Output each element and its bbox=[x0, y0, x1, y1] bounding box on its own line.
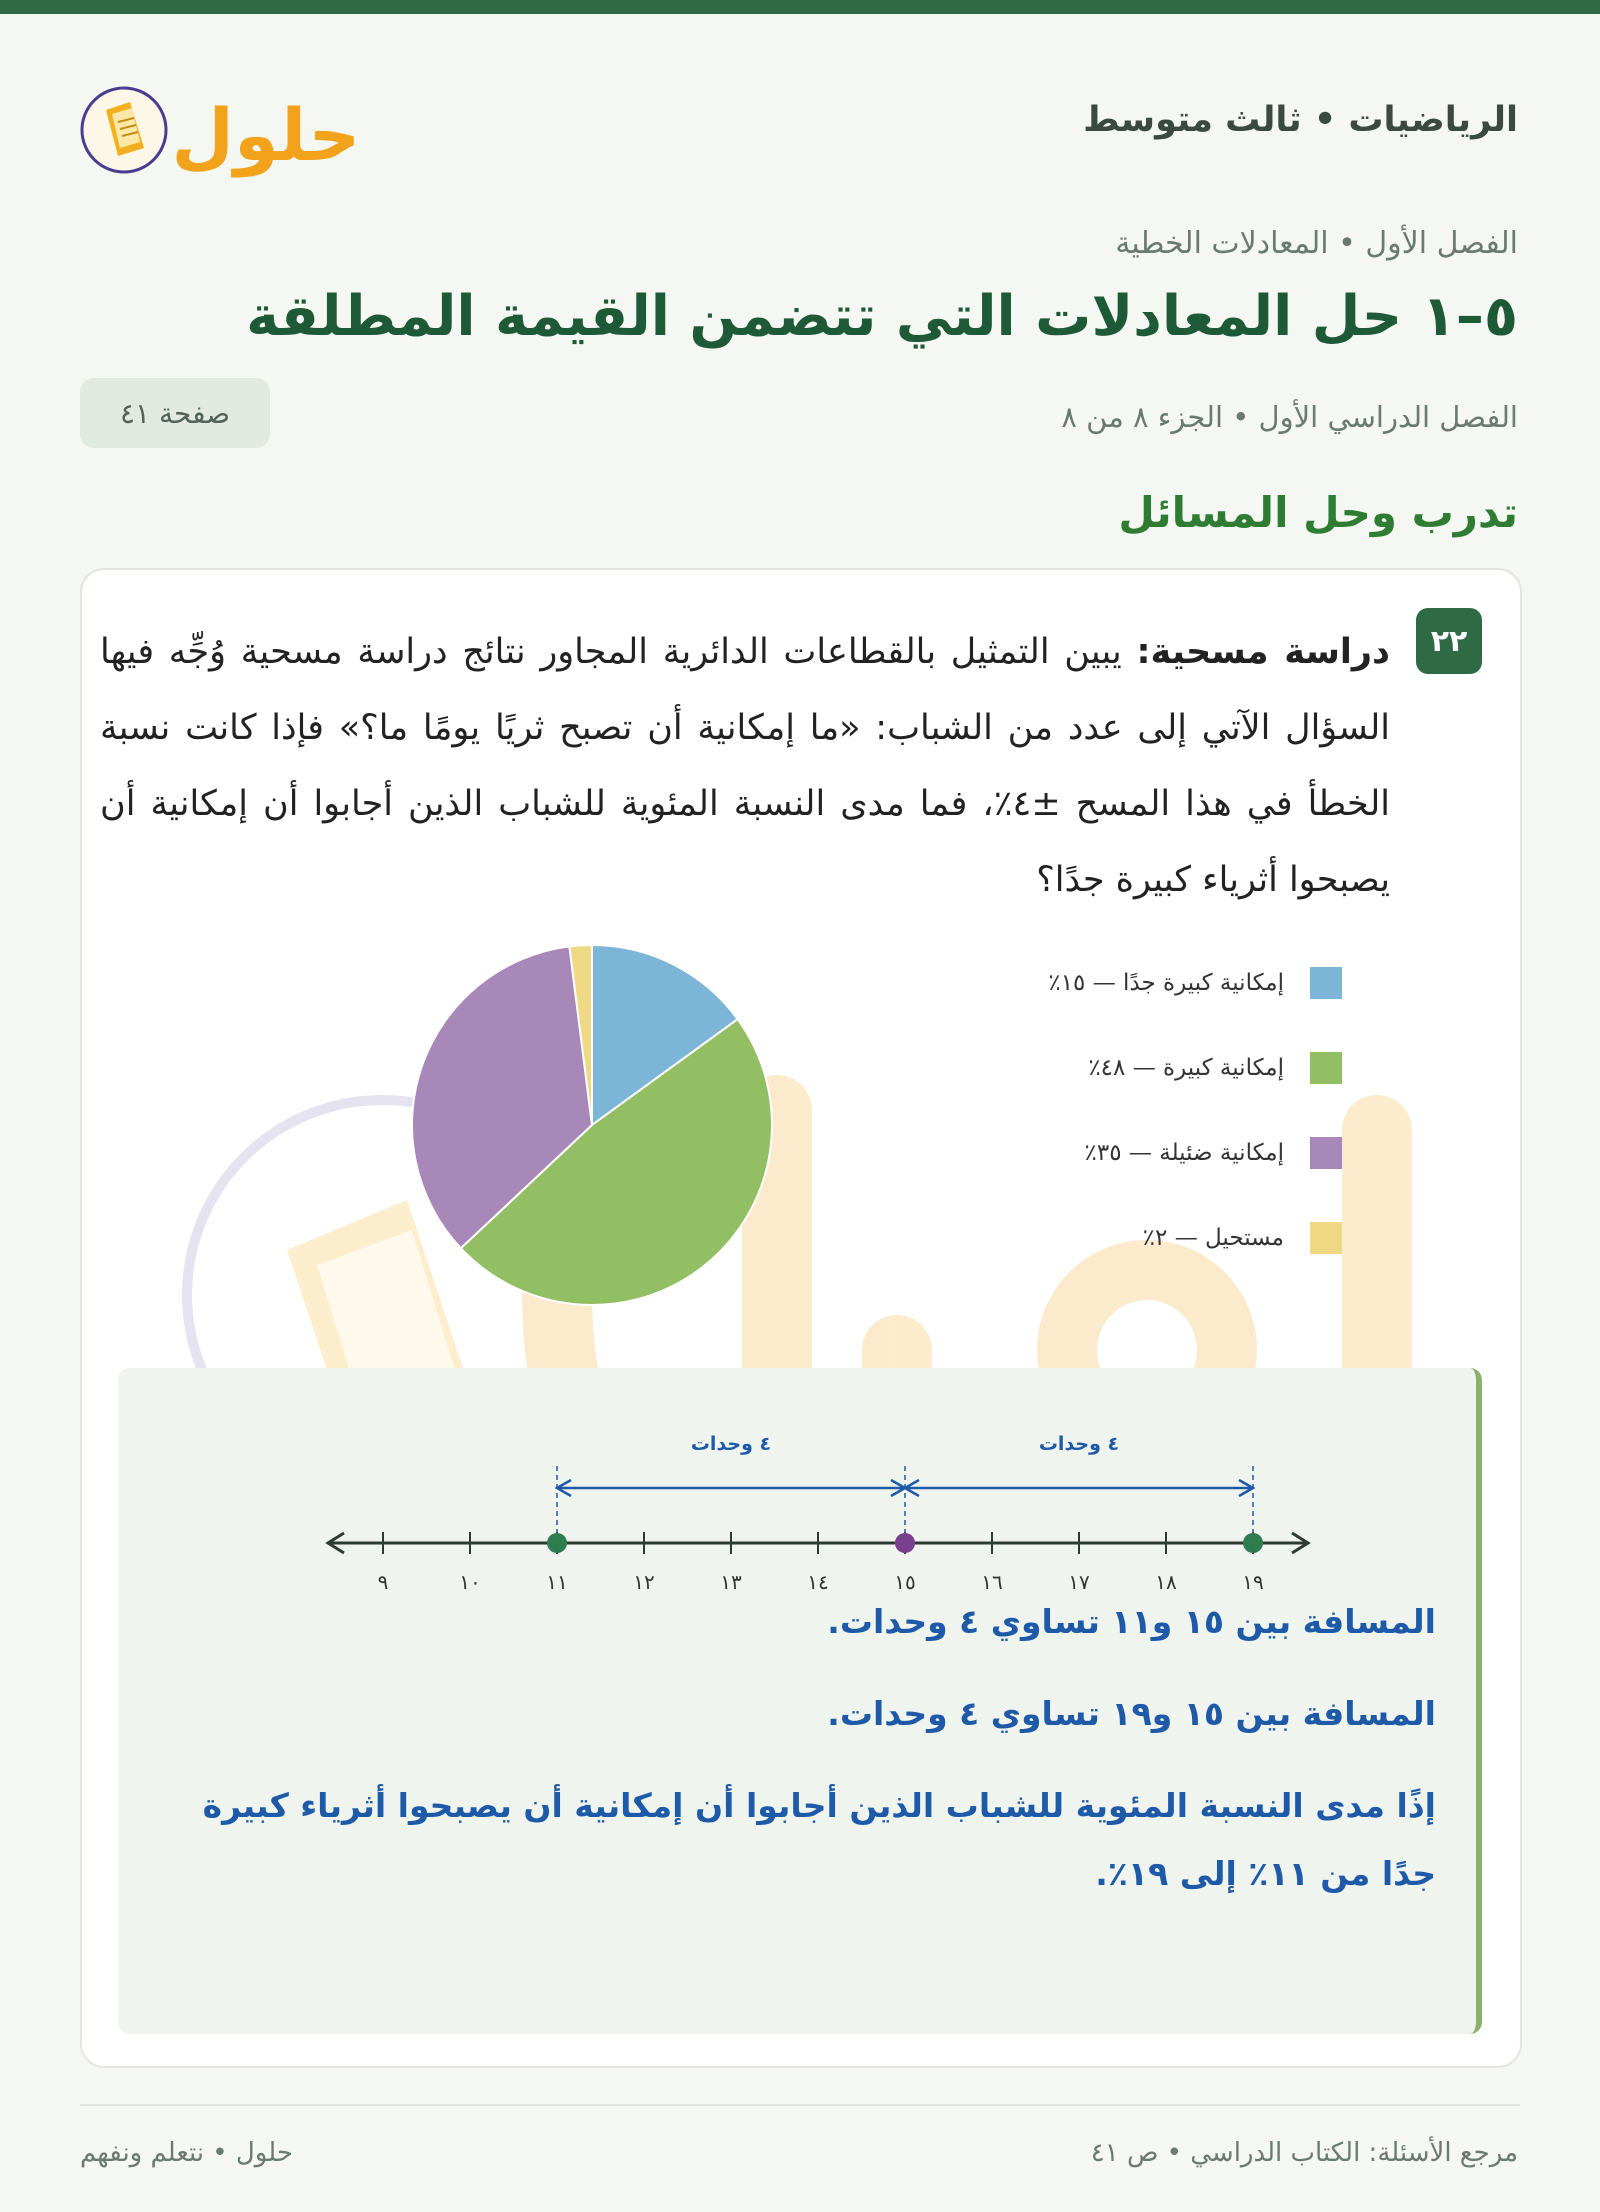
footer-divider bbox=[80, 2104, 1520, 2106]
number-line-tick-label: ١٢ bbox=[633, 1570, 655, 1594]
page-badge: صفحة ٤١ bbox=[80, 378, 270, 448]
question-text bbox=[100, 614, 1390, 918]
solution-panel bbox=[118, 1368, 1482, 2034]
number-line-tick-label: ١٧ bbox=[1068, 1570, 1090, 1594]
span-label: ٤ وحدات bbox=[1038, 1433, 1120, 1455]
number-line-tick-label: ١٣ bbox=[720, 1570, 742, 1594]
legend-swatch bbox=[1310, 1137, 1342, 1169]
number-line-tick-label: ١٥ bbox=[894, 1570, 916, 1594]
number-line-tick-label: ١٩ bbox=[1242, 1570, 1264, 1594]
solution-line-2: المسافة بين ١٥ و١٩ تساوي ٤ وحدات. bbox=[827, 1694, 1436, 1733]
legend-label: إمكانية كبيرة — ٤٨٪ bbox=[1088, 1054, 1284, 1081]
number-line-tick-label: ٩ bbox=[377, 1570, 389, 1594]
question-body: يبين التمثيل بالقطاعات الدائرية المجاور نتائج دراسة مسحية وُجِّه فيها السؤال الآتي إلى عدد من الشباب: «ما إمكانية أن تصبح ثريًا يومًا ما؟» فإذا كانت نسبة الخطأ في هذا المسح ±٤٪، فما مدى النسبة المئوية للشباب الذين أجابوا أن إمكانية أن يصبحوا أثرياء كبيرة جدًا؟ bbox=[100, 632, 1390, 900]
footer-reference: مرجع الأسئلة: الكتاب الدراسي • ص ٤١ bbox=[1090, 2138, 1518, 2168]
marked-point bbox=[1243, 1533, 1263, 1553]
legend-label: مستحيل — ٢٪ bbox=[1142, 1224, 1284, 1251]
number-line-tick-label: ١٨ bbox=[1155, 1570, 1177, 1594]
legend-item-2 bbox=[802, 1025, 1342, 1110]
legend-item-4 bbox=[802, 1195, 1342, 1280]
footer-tagline: حلول • نتعلم ونفهم bbox=[80, 2138, 293, 2168]
solution-line-1: المسافة بين ١٥ و١١ تساوي ٤ وحدات. bbox=[827, 1602, 1436, 1641]
legend-item-1 bbox=[802, 940, 1342, 1025]
question-card bbox=[80, 568, 1522, 2068]
question-number-badge: ٢٢ bbox=[1416, 608, 1482, 674]
question-lead: دراسة مسحية: bbox=[1136, 632, 1390, 672]
legend-swatch bbox=[1310, 1222, 1342, 1254]
marked-point bbox=[547, 1533, 567, 1553]
legend-label: إمكانية ضئيلة — ٣٥٪ bbox=[1084, 1139, 1284, 1166]
solution-line-3: إذًا مدى النسبة المئوية للشباب الذين أجابوا أن إمكانية أن يصبحوا أثرياء كبيرة جدًا من ١١٪ إلى ١٩٪. bbox=[202, 1786, 1436, 1893]
lesson-title: ٥–١ حل المعادلات التي تتضمن القيمة المطلقة bbox=[246, 284, 1518, 349]
logo-wordmark: حلول bbox=[171, 93, 361, 177]
legend-item-3 bbox=[802, 1110, 1342, 1195]
term-label: الفصل الدراسي الأول • الجزء ٨ من ٨ bbox=[1061, 400, 1518, 434]
number-line-tick-label: ١٠ bbox=[459, 1570, 481, 1594]
pie-chart bbox=[387, 920, 797, 1330]
number-line-tick-label: ١١ bbox=[546, 1570, 568, 1594]
span-label: ٤ وحدات bbox=[690, 1433, 772, 1455]
chart-legend bbox=[802, 940, 1342, 1280]
number-line-tick-label: ١٤ bbox=[807, 1570, 829, 1594]
top-accent-bar bbox=[0, 0, 1600, 14]
number-line bbox=[298, 1398, 1298, 1594]
section-title: تدرب وحل المسائل bbox=[1118, 488, 1518, 537]
subject-label: الرياضيات • ثالث متوسط bbox=[1083, 100, 1518, 140]
number-line-tick-label: ١٦ bbox=[981, 1570, 1003, 1594]
legend-swatch bbox=[1310, 1052, 1342, 1084]
marked-point bbox=[895, 1533, 915, 1553]
legend-label: إمكانية كبيرة جدًا — ١٥٪ bbox=[1048, 969, 1284, 996]
legend-swatch bbox=[1310, 967, 1342, 999]
brand-logo bbox=[78, 62, 361, 177]
chapter-label: الفصل الأول • المعادلات الخطية bbox=[1115, 226, 1518, 261]
